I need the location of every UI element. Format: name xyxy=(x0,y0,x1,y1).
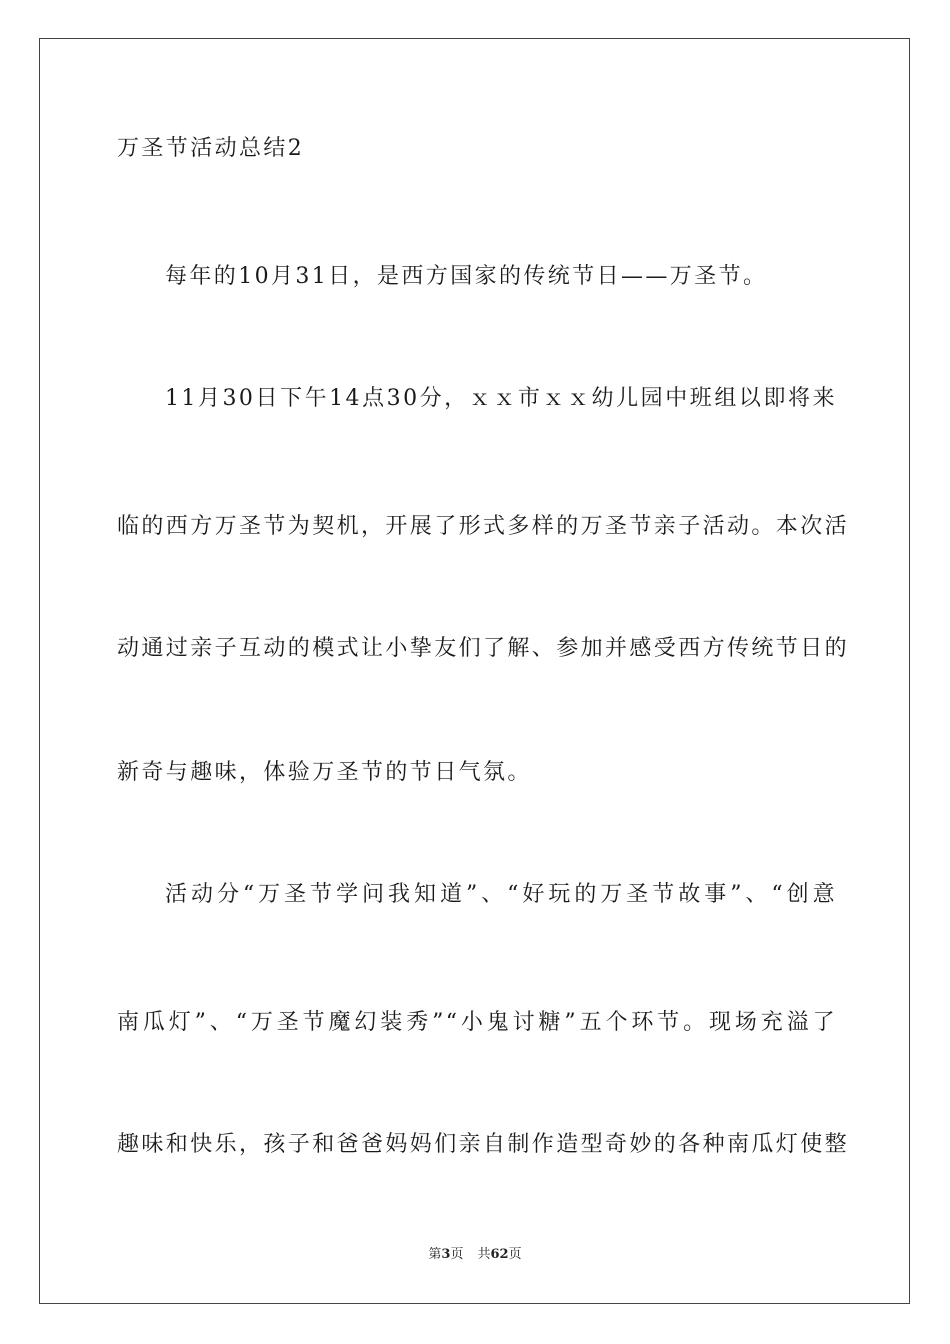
footer-page-prefix: 第 xyxy=(428,1247,442,1262)
footer-total-suffix: 页 xyxy=(508,1247,522,1262)
page-footer xyxy=(0,1246,950,1264)
paragraph-2-line-4: 新奇与趣味，体验万圣节的节日气氛。 xyxy=(117,760,532,785)
footer-total-prefix: 共 xyxy=(477,1247,491,1262)
footer-page-suffix: 页 xyxy=(450,1247,464,1262)
paragraph-3-line-3: 趣味和快乐，孩子和爸爸妈妈们亲自制作造型奇妙的各种南瓜灯使整 xyxy=(117,1132,850,1157)
paragraph-1-line-1: 每年的10月31日，是西方国家的传统节日——万圣节。 xyxy=(165,264,768,289)
paragraph-2-line-3: 动通过亲子互动的模式让小挚友们了解、参加并感受西方传统节日的 xyxy=(117,636,850,661)
paragraph-3-line-1: 活动分“万圣节学问我知道”、“好玩的万圣节故事”、“创意 xyxy=(165,882,837,907)
footer-page-number: 3 xyxy=(441,1247,451,1262)
paragraph-2-line-1: 11月30日下午14点30分，ｘｘ市ｘｘ幼儿园中班组以即将来 xyxy=(165,386,837,411)
paragraph-3-line-2: 南瓜灯”、“万圣节魔幻装秀”“小鬼讨糖”五个环节。现场充溢了 xyxy=(117,1010,837,1035)
footer-total-pages: 62 xyxy=(490,1247,509,1262)
document-heading: 万圣节活动总结2 xyxy=(117,136,305,161)
paragraph-2-line-2: 临的西方万圣节为契机，开展了形式多样的万圣节亲子活动。本次活 xyxy=(117,514,850,539)
page-border xyxy=(39,38,910,1304)
